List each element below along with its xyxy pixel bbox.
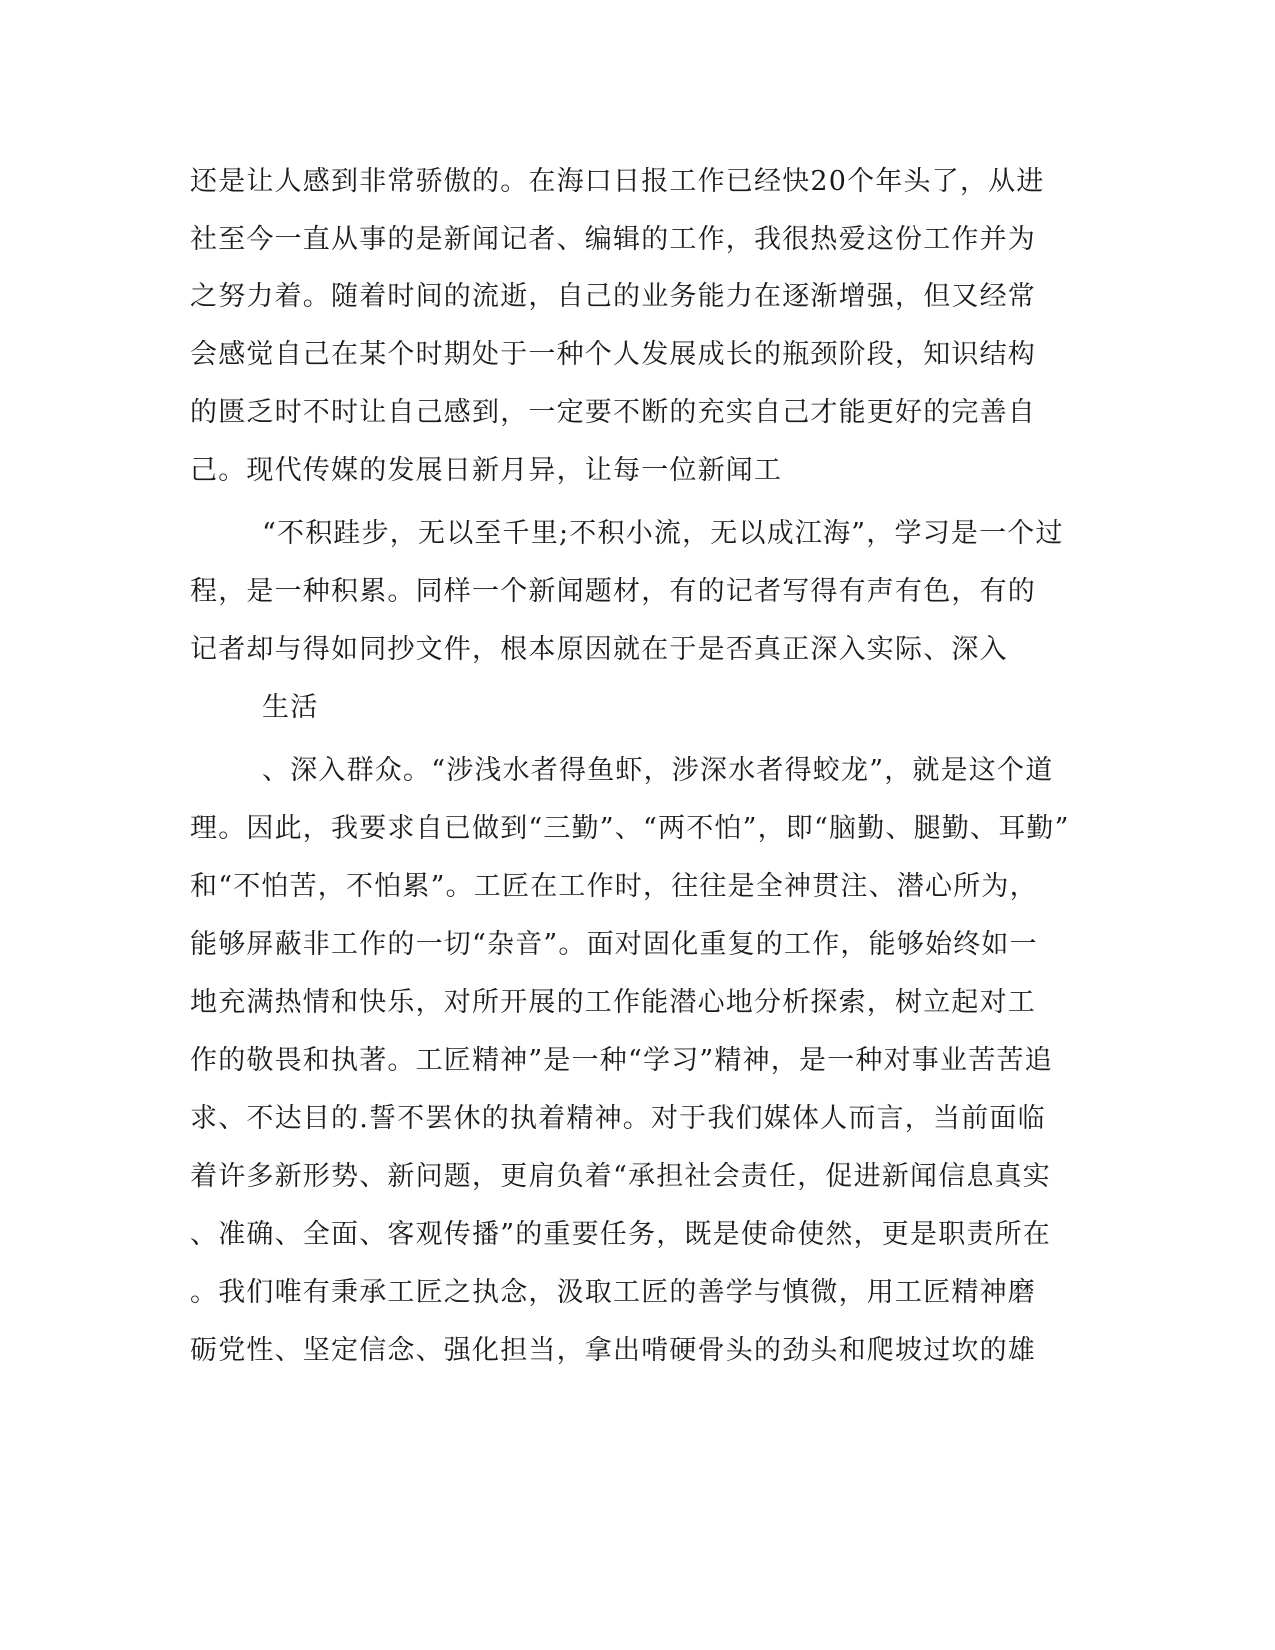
text-line: 生活 [262,692,319,723]
text-line: 理。因此，我要求自已做到“三勤”、“两不怕”，即“脑勤、腿勤、耳勤” [190,813,1070,844]
text-line: 和“不怕苦，不怕累”。工匠在工作时，往往是全神贯注、潜心所为， [190,871,1038,902]
text-line: 程，是一种积累。同样一个新闻题材，有的记者写得有声有色，有的 [190,576,1036,607]
text-line: 地充满热情和快乐，对所开展的工作能潜心地分析探索，树立起对工 [190,987,1036,1018]
text-line: 、准确、全面、客观传播”的重要任务，既是使命使然，更是职责所在 [190,1219,1052,1250]
text-line: 的匮乏时不时让自己感到，一定要不断的充实自己才能更好的完善自 [190,397,1036,428]
text-line: 作的敬畏和执著。工匠精神”是一种“学习”精神，是一种对事业苦苦追 [190,1045,1053,1076]
text-line: 能够屏蔽非工作的一切“杂音”。面对固化重复的工作，能够始终如一 [190,929,1038,960]
text-line: “不积跬步，无以至千里;不积小流，无以成江海”，学习是一个过 [262,518,1064,549]
text-line: 求、不达目的.誓不罢休的执着精神。对于我们媒体人而言，当前面临 [190,1103,1046,1134]
text-line: 记者却与得如同抄文件，根本原因就在于是否真正深入实际、深入 [190,634,1008,665]
text-line: 着许多新形势、新问题，更肩负着“承担社会责任，促进新闻信息真实 [190,1161,1052,1192]
text-line: 、深入群众。“涉浅水者得鱼虾，涉深水者得蛟龙”，就是这个道 [262,755,1054,786]
text-line: 砺党性、坚定信念、强化担当，拿出啃硬骨头的劲头和爬坡过坎的雄 [190,1335,1036,1366]
text-line: 。我们唯有秉承工匠之执念，汲取工匠的善学与慎微，用工匠精神磨 [190,1277,1036,1308]
text-line: 之努力着。随着时间的流逝，自己的业务能力在逐渐增强，但又经常 [190,281,1036,312]
text-line: 会感觉自己在某个时期处于一种个人发展成长的瓶颈阶段，知识结构 [190,339,1036,370]
text-line: 还是让人感到非常骄傲的。在海口日报工作已经快20个年头了，从进 [190,166,1045,197]
text-line: 社至今一直从事的是新闻记者、编辑的工作，我很热爱这份工作并为 [190,224,1036,255]
text-line: 己。现代传媒的发展日新月异，让每一位新闻工 [190,455,783,486]
